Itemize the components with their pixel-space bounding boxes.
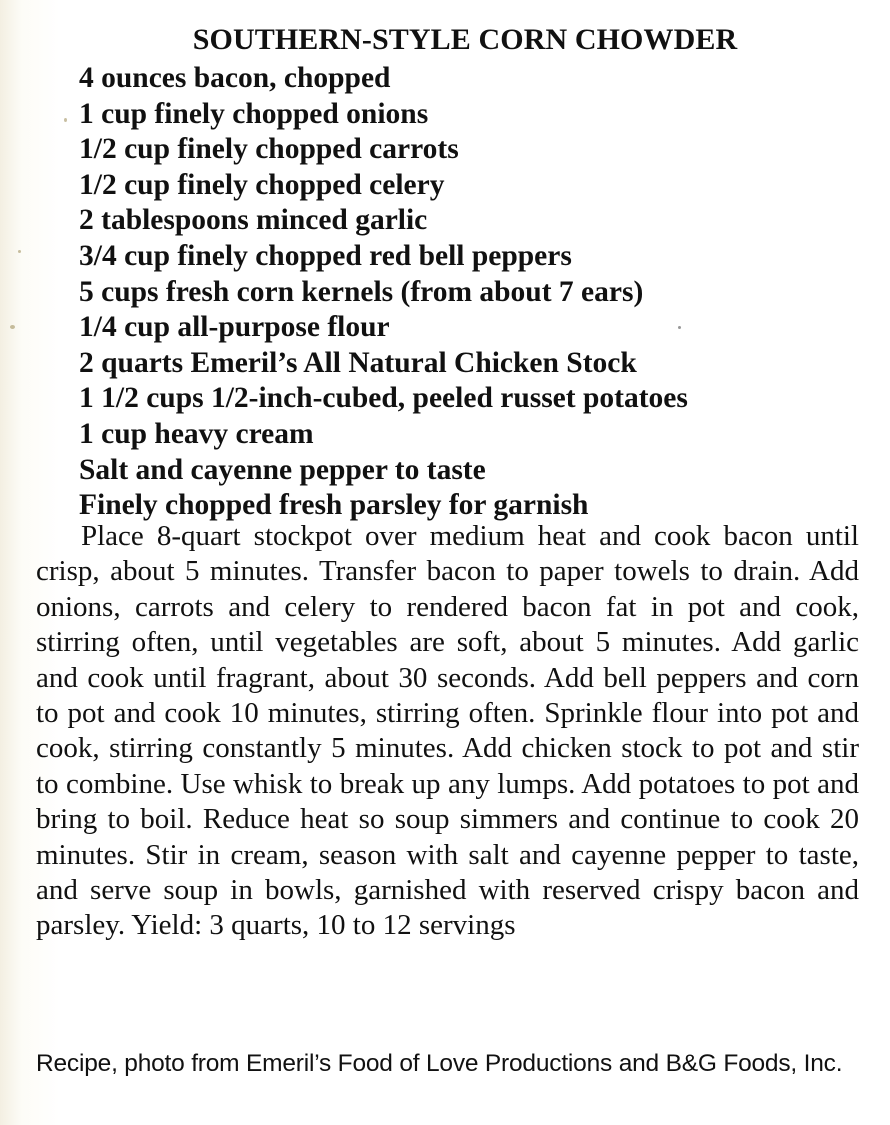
- ingredient-item: Finely chopped fresh parsley for garnish: [79, 489, 589, 522]
- ingredient-item: 1 1/2 cups 1/2-inch-cubed, peeled russet potatoes: [79, 382, 688, 415]
- ingredient-item: 2 tablespoons minced garlic: [79, 204, 428, 237]
- recipe-credit: Recipe, photo from Emeril’s Food of Love Productions and B&G Foods, Inc.: [36, 1050, 843, 1077]
- ingredient-item: 1/4 cup all-purpose flour: [79, 311, 390, 344]
- ingredient-item: 2 quarts Emeril’s All Natural Chicken Stock: [79, 346, 637, 379]
- ingredient-item: 1 cup heavy cream: [79, 417, 314, 450]
- ingredient-item: 4 ounces bacon, chopped: [79, 62, 391, 94]
- ingredient-item: Salt and cayenne pepper to taste: [79, 453, 486, 486]
- recipe-title: SOUTHERN-STYLE CORN CHOWDER: [192, 23, 738, 56]
- ingredient-item: 1/2 cup finely chopped celery: [79, 168, 445, 201]
- ingredient-item: 1/2 cup finely chopped carrots: [79, 133, 459, 166]
- ingredient-item: 1 cup finely chopped onions: [79, 97, 429, 130]
- paper-speck: [64, 118, 67, 122]
- paper-speck: [18, 250, 21, 253]
- ingredient-list: [79, 61, 688, 524]
- recipe-instructions: Place 8-quart stockpot over medium heat and cook bacon until crisp, about 5 minutes. Transfer bacon to paper towels to drain. Add onions, carrots and celery to rendered bacon fat in pot and cook, stirring often, until vegetables are soft, about 5 minutes. Add garlic and cook until fragrant, about 30 seconds. Add bell peppers and corn to pot and cook 10 minutes, stirring often. Sprinkle flour into pot and cook, stirring constantly 5 minutes. Add chicken stock to pot and stir to combine. Use whisk to break up any lumps. Add potatoes to pot and bring to boil. Reduce heat so soup simmers and continue to cook 20 minutes. Stir in cream, season with salt and cayenne pepper to taste, and serve soup in bowls, garnished with reserved crispy bacon and parsley. Yield: 3 quarts, 10 to 12 servings: [36, 520, 859, 942]
- ingredient-item: 5 cups fresh corn kernels (from about 7 ears): [79, 275, 644, 308]
- paper-speck: [10, 325, 15, 329]
- ingredient-item: 3/4 cup finely chopped red bell peppers: [79, 239, 572, 272]
